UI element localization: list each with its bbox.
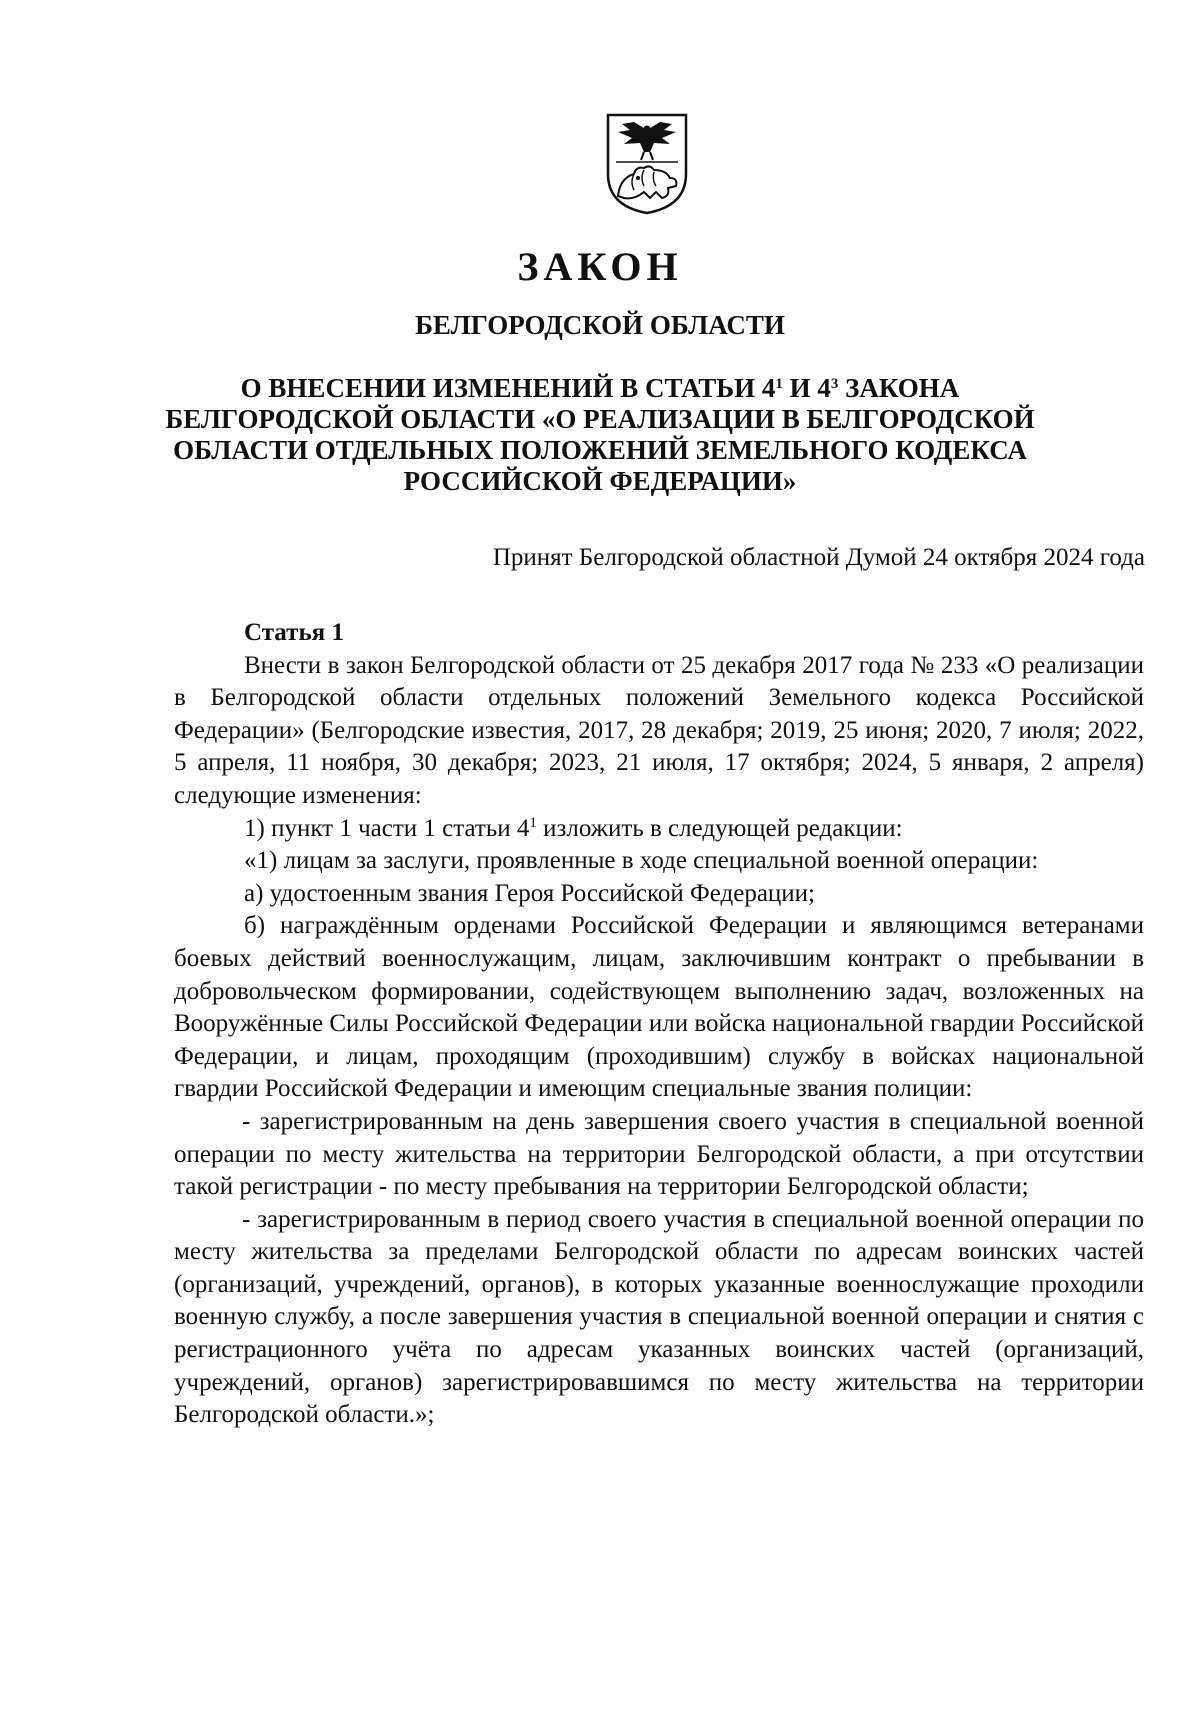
document-region: БЕЛГОРОДСКОЙ ОБЛАСТИ <box>415 310 785 340</box>
paragraph-1: «1) лицам за заслуги, проявленные в ходе специальной военной операции: <box>244 847 1039 875</box>
paragraph-a: а) удостоенным звания Героя Российской Федерации; <box>244 879 815 907</box>
subject-line-2: БЕЛГОРОДСКОЙ ОБЛАСТИ «О РЕАЛИЗАЦИИ В БЕЛГОРОДСКОЙ <box>165 404 1035 434</box>
subject-line-4: РОССИЙСКОЙ ФЕДЕРАЦИИ» <box>403 466 797 496</box>
document-subject <box>0 373 1200 497</box>
article-heading: Статья 1 <box>244 619 344 646</box>
article-item-1: 1) пункт 1 части 1 статьи $4^1$ изложить в следующей редакции: <box>244 814 903 842</box>
adoption-note: Принят Белгородской областной Думой 24 октября 2024 года <box>492 544 1145 571</box>
subject-line-3: ОБЛАСТИ ОТДЕЛЬНЫХ ПОЛОЖЕНИЙ ЗЕМЕЛЬНОГО КОДЕКСА <box>173 435 1027 465</box>
subject-line-1: О ВНЕСЕНИИ ИЗМЕНЕНИЙ В СТАТЬИ $4^1$ И $4^3$ ЗАКОНА <box>240 373 960 403</box>
belgorod-coat-of-arms-icon <box>604 112 690 216</box>
article-intro: Внести в закон Белгородской области от 25 декабря 2017 года № 233 «О реализации в Белгородской области отдельных положений Земельного кодекса Российской Федерации» (Белгородские известия, 2017, 28 декабря; 2019, 25 июня; 2020, 7 июля; 2022, 5 апреля, 11 ноября, 30 декабря; 2023, 21 июля, 17 октября; 2024, 5 января, 2 апреля) следующие изменения: <box>174 651 1144 809</box>
article-body <box>174 617 1144 1432</box>
document-title: ЗАКОН <box>517 244 683 289</box>
dash-item-2: - зарегистрированным в период своего участия в специальной военной операции по месту жительства за пределами Белгородской области по адресам воинских частей (организаций, учреждений, органов), в которых указанные военнослужащие проходили военную службу, а после завершения участия в специальной военной операции и снятия с регистрационного учёта по адресам указанных воинских частей (организаций, учреждений, органов) зарегистрировавшимся по месту жительства на территории Белгородской области.»; <box>174 1205 1144 1429</box>
paragraph-b: б) награждённым орденами Российской Федерации и являющимся ветеранами боевых действий военнослужащим, лицам, заключившим контракт о пребывании в добровольческом формировании, содействующем выполнению задач, возложенных на Вооружённые Силы Российской Федерации или войска национальной гвардии Российской Федерации, и лицам, проходящим (проходившим) службу в войсках национальной гвардии Российской Федерации и имеющим специальные звания полиции: <box>174 912 1144 1103</box>
dash-item-1: - зарегистрированным на день завершения своего участия в специальной военной операции по месту жительства на территории Белгородской области, а при отсутствии такой регистрации - по месту пребывания на территории Белгородской области; <box>174 1107 1144 1201</box>
